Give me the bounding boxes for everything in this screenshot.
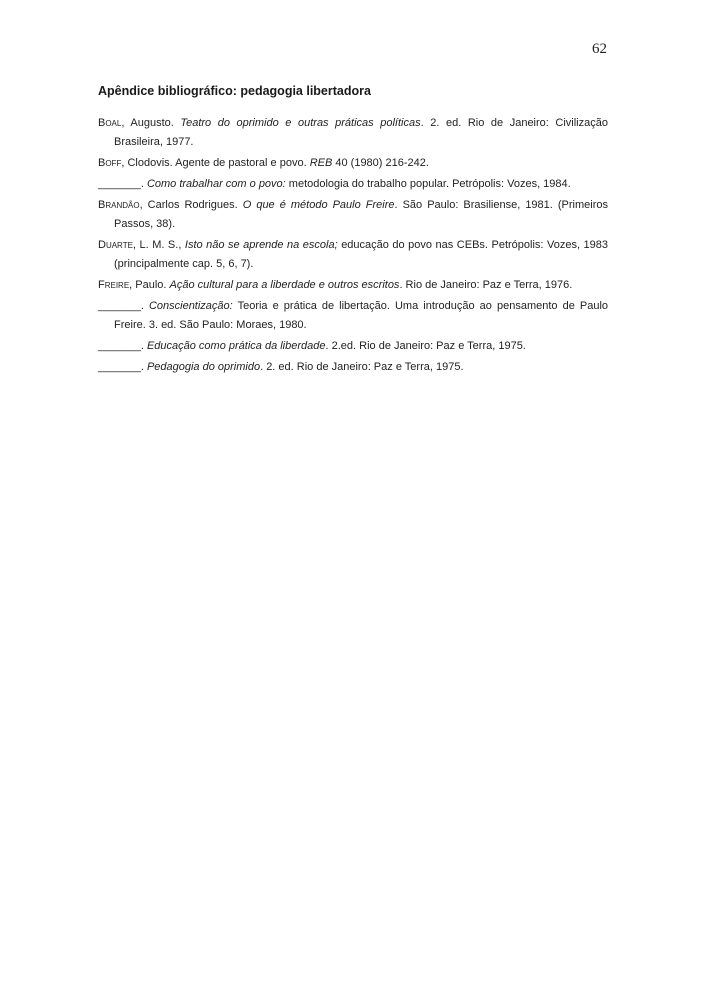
entry-text-segment: _______. (98, 340, 147, 352)
entry-text-segment: , Paulo. (129, 279, 170, 291)
entry-text-segment: Pedagogia do oprimido (146, 361, 261, 373)
page-content (98, 82, 608, 379)
entry-text-segment: Boff (98, 157, 122, 169)
entry-text-segment: , Augusto. (121, 117, 181, 129)
entry-text-segment: educação do povo nas CEBs. Petrópolis: Vozes, 1983 (principalmente cap. 5, 6, 7). (114, 239, 608, 270)
bibliography-entry (98, 175, 608, 194)
bibliography-entry (98, 196, 608, 234)
bibliography-entry (98, 276, 608, 295)
entry-text-segment: , L. M. S., (132, 239, 185, 251)
entry-text-segment: Ação cultural para a liberdade e outros escritos (169, 279, 400, 291)
entry-text-segment: . São Paulo: Brasiliense, 1981. (Primeiros Passos, 38). (114, 199, 608, 230)
bibliography-entry (98, 337, 608, 356)
entry-text-segment: Boal (98, 117, 122, 129)
entry-text-segment: REB (309, 157, 333, 169)
entry-text-segment: Isto não se aprende na escola; (184, 239, 338, 251)
entry-text-segment: 40 (1980) 216-242. (332, 157, 429, 169)
bibliography-entry (98, 114, 608, 152)
entry-text-segment: Freire (98, 279, 130, 291)
bibliography-list (98, 114, 608, 377)
page-number: 62 (592, 41, 607, 57)
entry-text-segment: _______. (98, 300, 149, 312)
appendix-heading: Apêndice bibliográfico: pedagogia libertadora (98, 84, 371, 98)
entry-text-segment: Teatro do oprimido e outras práticas políticas (180, 117, 421, 129)
entry-text-segment: _______. (98, 361, 147, 373)
bibliography-entry (98, 297, 608, 335)
bibliography-entry (98, 236, 608, 274)
entry-text-segment: Conscientização: (148, 300, 233, 312)
entry-text-segment: . 2.ed. Rio de Janeiro: Paz e Terra, 1975. (325, 340, 526, 352)
bibliography-entry (98, 154, 608, 173)
entry-text-segment: Duarte (98, 239, 133, 251)
entry-text-segment: O que é método Paulo Freire (242, 199, 395, 211)
entry-text-segment: , Clodovis. Agente de pastoral e povo. (121, 157, 310, 169)
entry-text-segment: Como trabalhar com o povo: (146, 178, 286, 190)
entry-text-segment: _______. (98, 178, 147, 190)
entry-text-segment: . Rio de Janeiro: Paz e Terra, 1976. (399, 279, 573, 291)
bibliography-entry (98, 358, 608, 377)
entry-text-segment: Teoria e prática de libertação. Uma introdução ao pensamento de Paulo Freire. 3. ed. São Paulo: Moraes, 1980. (114, 300, 609, 331)
entry-text-segment: Brandão (98, 199, 140, 211)
entry-text-segment: metodologia do trabalho popular. Petrópolis: Vozes, 1984. (285, 178, 571, 190)
entry-text-segment: . 2. ed. Rio de Janeiro: Paz e Terra, 1975. (260, 361, 464, 373)
entry-text-segment: , Carlos Rodrigues. (139, 199, 243, 211)
entry-text-segment: Educação como prática da liberdade (146, 340, 326, 352)
entry-text-segment: . 2. ed. Rio de Janeiro: Civilização Brasileira, 1977. (114, 117, 608, 148)
